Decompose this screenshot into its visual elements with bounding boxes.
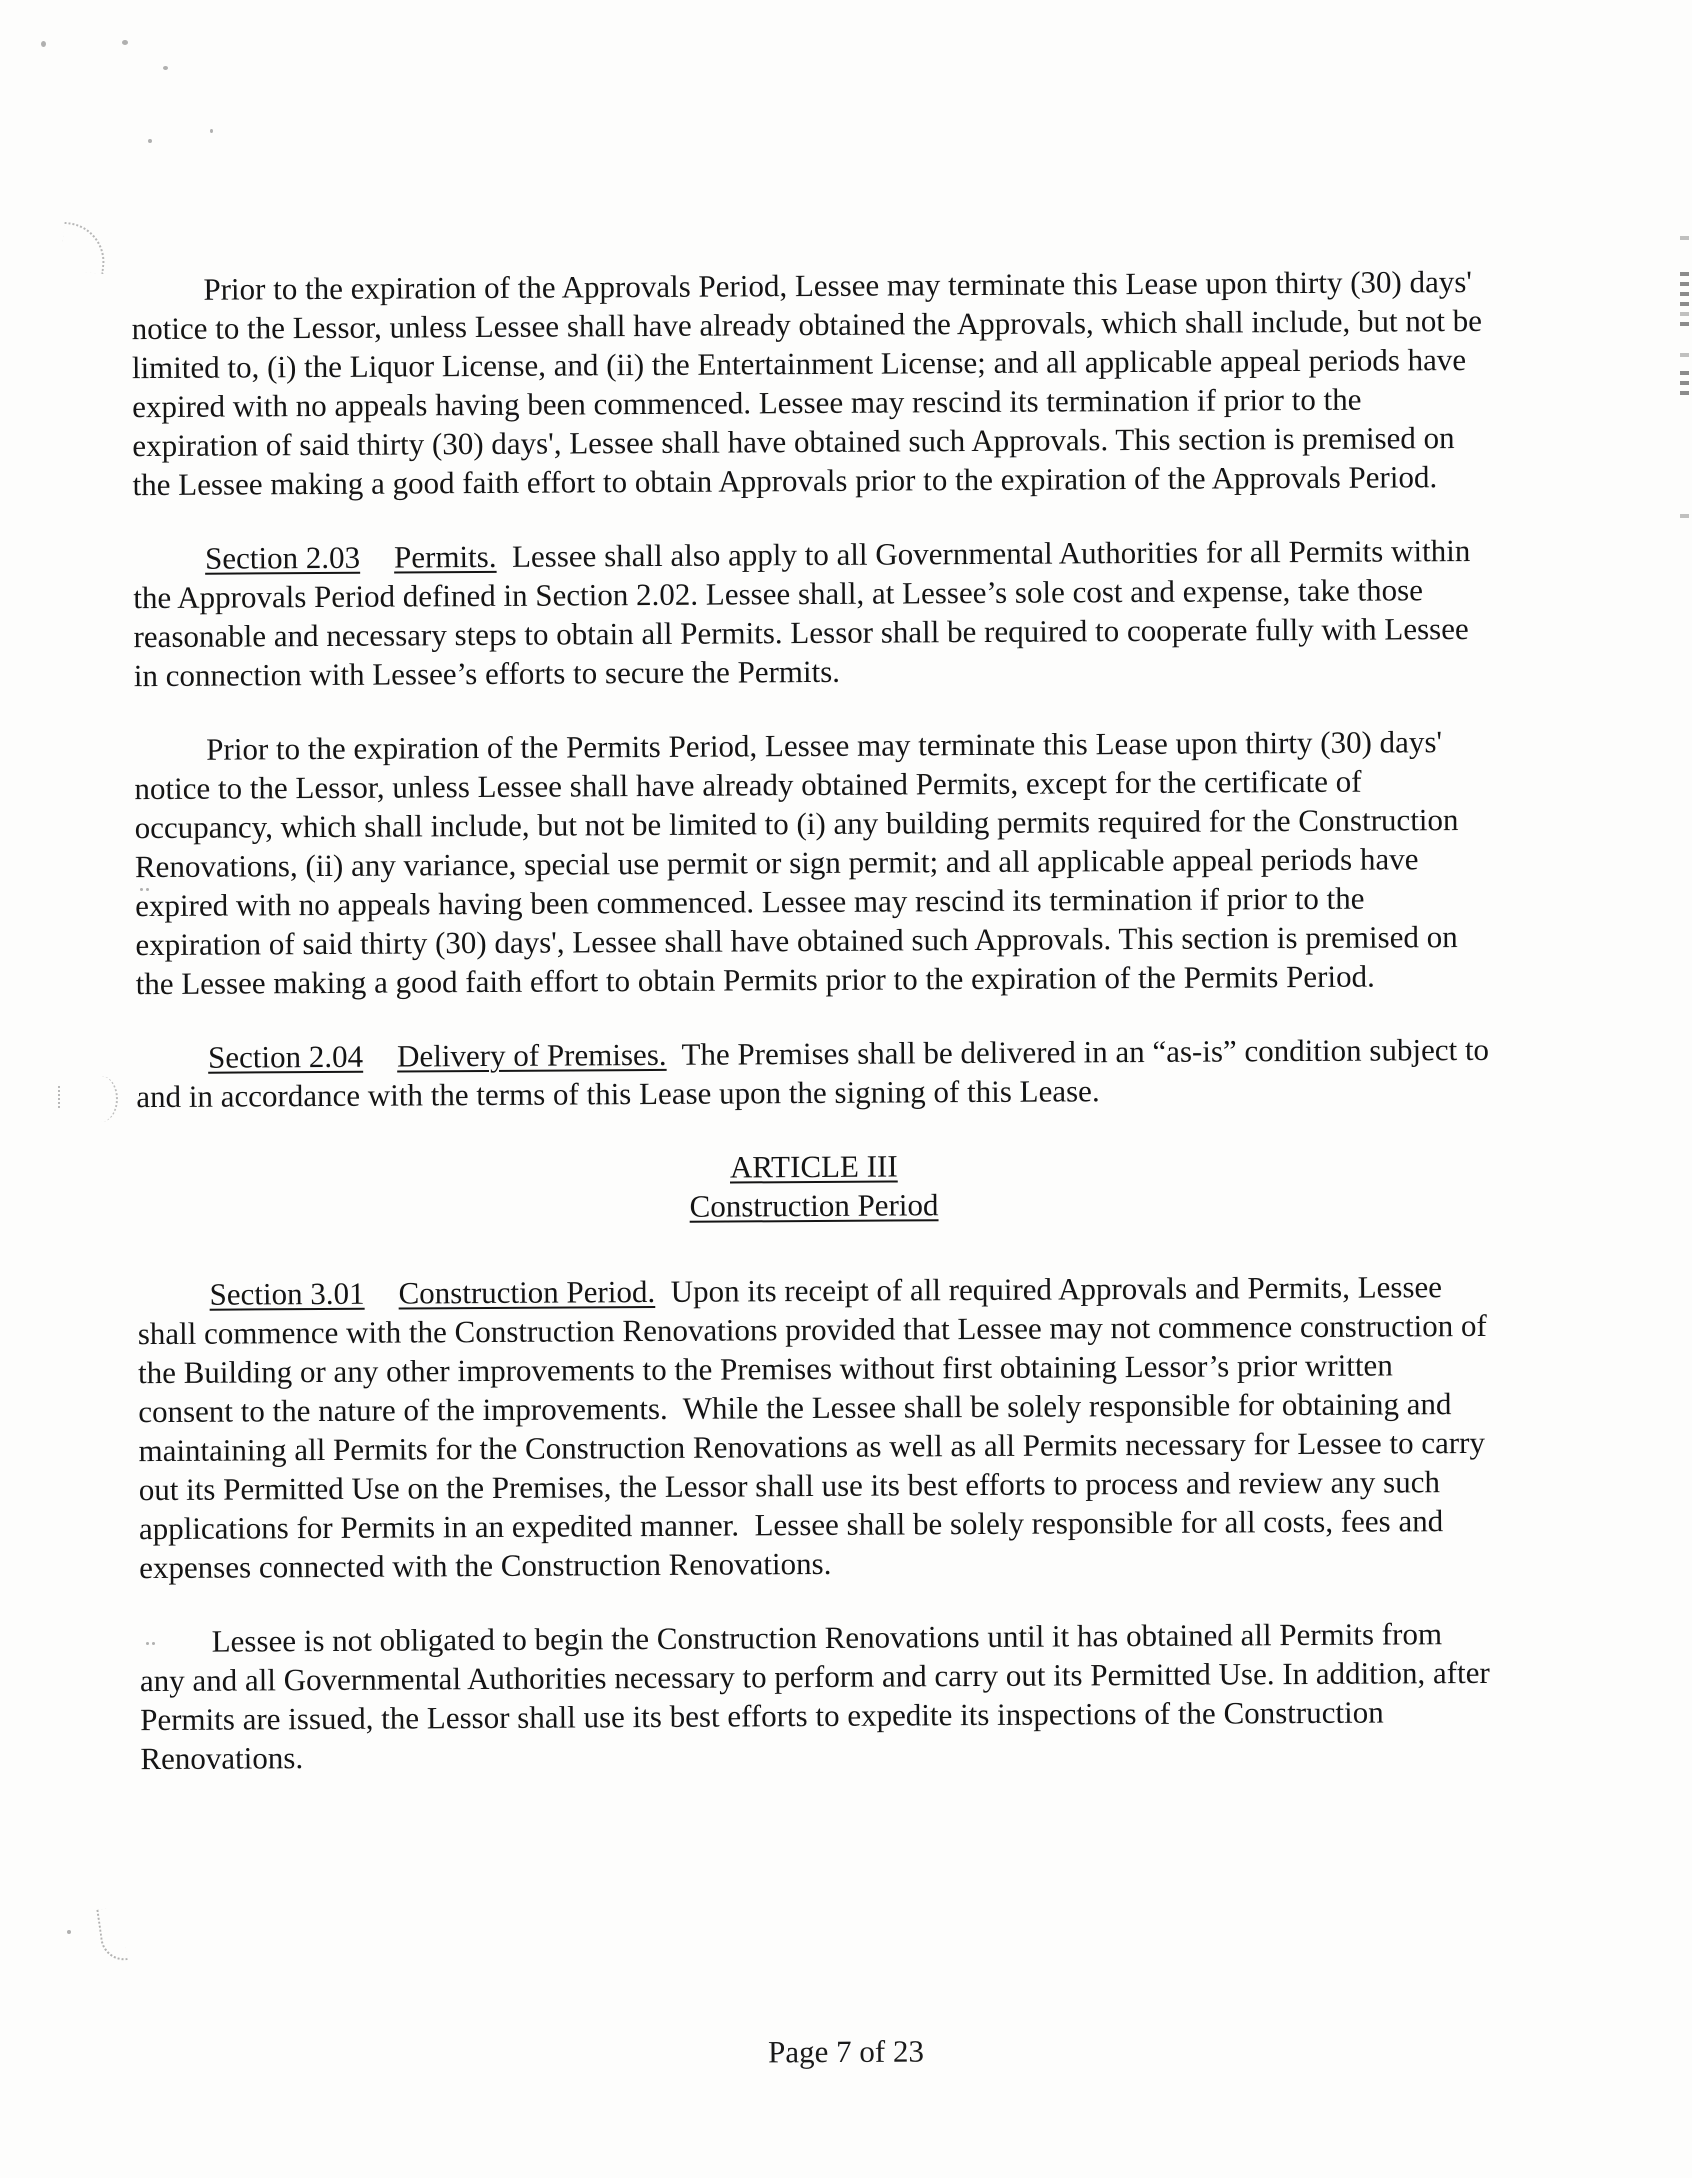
paragraph-construction-obligation [139, 1614, 1498, 1778]
text-segment: Lessee is not obligated to begin the Construction Renovations until it has obtained all Permits from any and all Governmental Authorities necessary to perform and carry out its Permitted Use. In addition, after Permits are issued, the Lessor shall use its best efforts to expedite its inspections of the Construction Renovations. [139, 1616, 1498, 1777]
underlined-text: Permits. [393, 538, 497, 575]
underlined-text: Section 2.04 [208, 1038, 364, 1075]
text-segment: Upon its receipt of all required Approvals and Permits, Lessee shall commence with the Construction Renovations provided that Lessee may not commence construction of the Building or any other improvements to the Premises without first obtaining Lessor’s prior written consent to the nature of the improvements. While the Lessee shall be solely responsible for obtaining and maintaining all Permits for the Construction Renovations as well as all Permits necessary for Lessee to carry out its Permitted Use on the Premises, the Lessor shall use its best efforts to process and review any such applications for Permits in an expedited manner. Lessee shall be solely responsible for all costs, fees and expenses connected with the Construction Renovations. [137, 1269, 1495, 1586]
scan-artifact [1680, 353, 1689, 357]
text-segment: Prior to the expiration of the Permits Period, Lessee may terminate this Lease upon thirty (30) days' notice to the Lessor, unless Lessee shall have already obtained Permits, except for the certificate of occupancy, which shall include, but not be limited to (i) any building permits required for the Construction Renovations, (ii) any variance, special use permit or sign permit; and all applicable appeal periods have expired with no appeals having been commenced. Lessee may rescind its termination if prior to the expiration of said thirty (30) days', Lessee shall have obtained such Approvals. This section is premised on the Lessee making a good faith effort to obtain Permits prior to the expiration of the Permits Period. [134, 724, 1467, 1002]
page-number: Page 7 of 23 [767, 2033, 925, 2070]
scan-artifact [1680, 322, 1689, 326]
paragraph-section-3-01-construction [137, 1267, 1493, 1587]
scan-artifact [98, 1076, 118, 1122]
underlined-text: Section 2.03 [204, 539, 361, 576]
scan-artifact [41, 41, 46, 47]
underlined-text: Construction Period [689, 1187, 939, 1224]
underlined-text: Section 3.01 [209, 1275, 365, 1312]
scan-artifact [1680, 236, 1689, 240]
document-body [131, 262, 1498, 1813]
scan-artifact [1680, 514, 1689, 518]
scan-artifact [210, 129, 213, 133]
underlined-text: Construction Period. [398, 1273, 656, 1311]
scan-artifact [122, 40, 128, 45]
scan-artifact [1680, 272, 1689, 276]
underlined-text: Delivery of Premises. [396, 1036, 667, 1074]
text-segment: The Premises shall be delivered in an “as-is” condition subject to and in accordance with the terms of this Lease upon the signing of this Lease. [136, 1031, 1497, 1115]
scan-artifact [58, 1086, 60, 1108]
scan-artifact [1680, 282, 1689, 286]
scan-artifact [1680, 292, 1689, 296]
paragraph-approvals-termination [131, 262, 1490, 504]
scan-artifact [1680, 302, 1689, 306]
paragraph-permits-termination [134, 722, 1490, 1003]
scan-artifact [1680, 371, 1689, 375]
scan-artifact [148, 139, 152, 143]
paragraph-section-2-04-delivery [136, 1030, 1497, 1116]
scan-artifact [163, 66, 168, 70]
scan-artifact [1680, 391, 1689, 395]
scan-artifact [96, 1907, 127, 1964]
scan-artifact [60, 222, 109, 274]
heading-construction-period [137, 1182, 1491, 1229]
scan-artifact [1680, 312, 1689, 316]
text-segment: Prior to the expiration of the Approvals Period, Lessee may terminate this Lease upon thirty (30) days' notice to the Lessor, unless Lessee shall have already obtained the Approvals, which shall include, but not be limited to, (i) the Liquor License, and (ii) the Entertainment License; and all applicable appeal periods have expired with no appeals having been commenced. Lessee may rescind its termination if prior to the expiration of said thirty (30) days', Lessee shall have obtained such Approvals. This section is premised on the Lessee making a good faith effort to obtain Approvals prior to the expiration of the Approvals Period. [131, 263, 1490, 503]
scan-artifact [67, 1930, 71, 1934]
paragraph-section-2-03-permits [133, 531, 1488, 695]
text-segment: Lessee shall also apply to all Governmental Authorities for all Permits within the Approvals Period defined in Section 2.02. Lessee shall, at Lessee’s sole cost and expense, take those reasonable and necessary steps to obtain all Permits. Lessor shall be required to cooperate fully with Lessee in connection with Lessee’s efforts to secure the Permits. [133, 532, 1479, 694]
scan-artifact [1680, 381, 1689, 385]
underlined-text: ARTICLE III [729, 1148, 898, 1185]
